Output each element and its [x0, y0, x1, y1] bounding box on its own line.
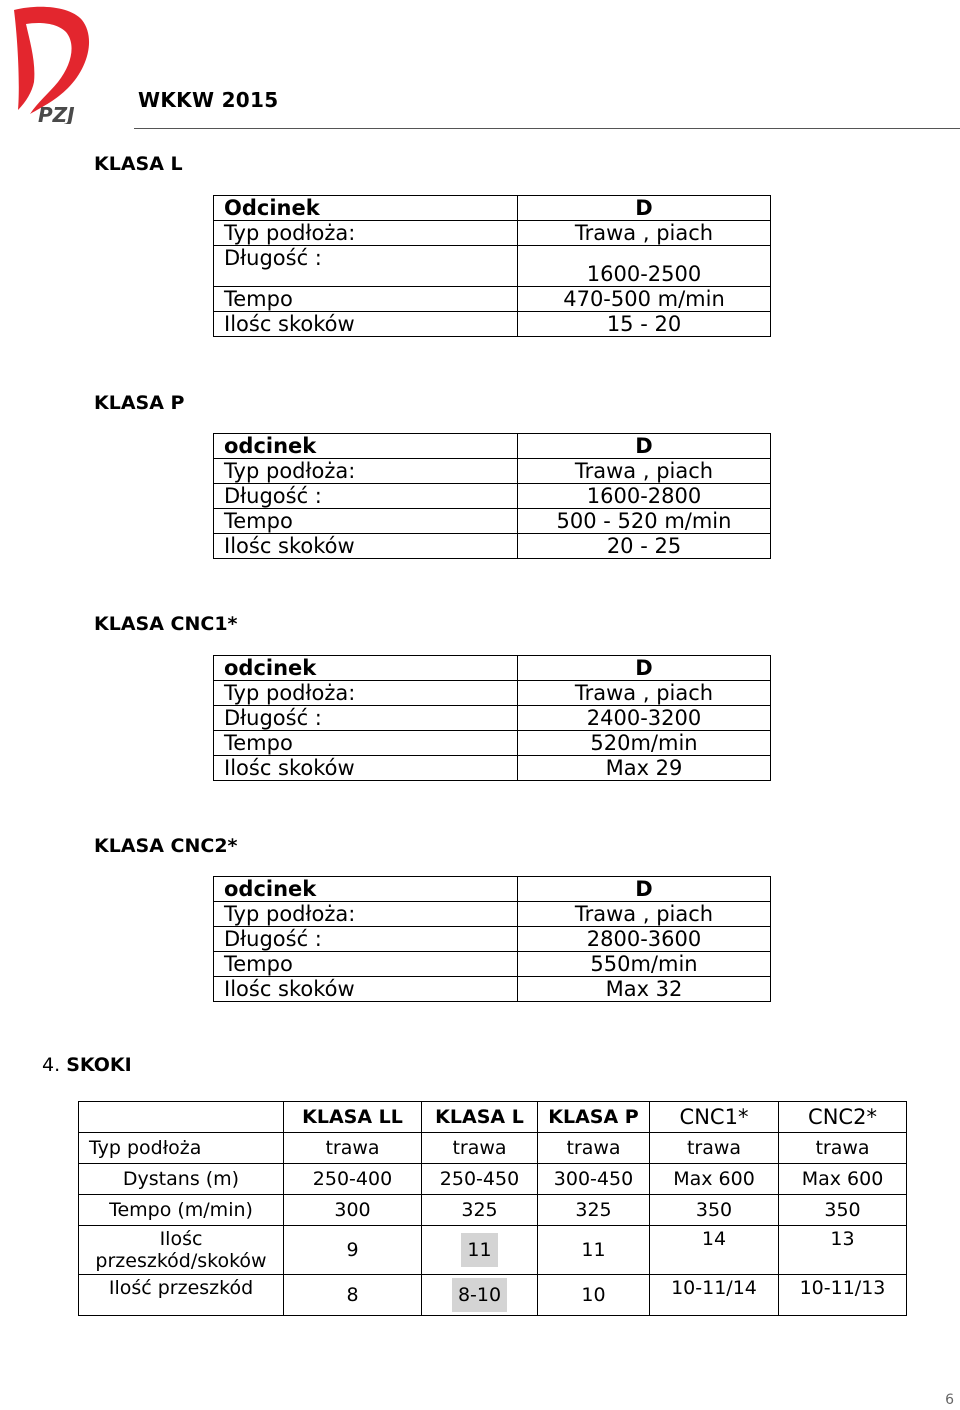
row-label: Ilośc skoków [214, 534, 518, 559]
table-cell: 10 [538, 1275, 650, 1316]
skoki-table [78, 1101, 907, 1316]
table-cell: 8 [284, 1275, 422, 1316]
row-label: Tempo [214, 509, 518, 534]
table-cell: trawa [538, 1133, 650, 1164]
row-label: odcinek [214, 434, 518, 459]
table-row [214, 656, 771, 681]
table-cell: trawa [422, 1133, 538, 1164]
table-row [214, 221, 771, 246]
column-header: KLASA P [538, 1102, 650, 1133]
section-title-klasa-cnc2: KLASA CNC2* [94, 835, 238, 857]
section-title-skoki [42, 1054, 132, 1076]
table-cell: 300 [284, 1195, 422, 1226]
table-row [79, 1195, 907, 1226]
table-cell: 14 [650, 1226, 779, 1275]
table-row [214, 246, 771, 287]
table-cell: 10-11/14 [650, 1275, 779, 1316]
row-label: Tempo (m/min) [79, 1195, 284, 1226]
document-title: WKKW 2015 [138, 88, 279, 112]
table-cell: Max 600 [779, 1164, 907, 1195]
pzj-logo [8, 2, 92, 124]
svg-text:PZJ: PZJ [38, 103, 75, 124]
table-row [214, 977, 771, 1002]
row-value: Max 32 [518, 977, 771, 1002]
table-header-row [79, 1102, 907, 1133]
table-cell: 9 [284, 1226, 422, 1275]
table-row [79, 1164, 907, 1195]
table-cell: 325 [422, 1195, 538, 1226]
row-value: 500 - 520 m/min [518, 509, 771, 534]
column-header: KLASA LL [284, 1102, 422, 1133]
section-title-klasa-cnc1: KLASA CNC1* [94, 613, 238, 635]
row-value: 1600-2500 [518, 246, 771, 287]
table-cell: 350 [650, 1195, 779, 1226]
table-row [214, 534, 771, 559]
row-label: Długość : [214, 484, 518, 509]
row-value: Trawa , piach [518, 459, 771, 484]
section-title-text: SKOKI [66, 1054, 132, 1076]
table-cell: 13 [779, 1226, 907, 1275]
klasa-p-table [213, 433, 771, 559]
row-value: Trawa , piach [518, 681, 771, 706]
table-row [79, 1275, 907, 1316]
row-value: 20 - 25 [518, 534, 771, 559]
row-value: 2400-3200 [518, 706, 771, 731]
row-value: 550m/min [518, 952, 771, 977]
row-label: Dystans (m) [79, 1164, 284, 1195]
column-header: CNC2* [779, 1102, 907, 1133]
klasa-cnc1-table [213, 655, 771, 781]
page-number: 6 [945, 1392, 954, 1408]
row-label: Tempo [214, 287, 518, 312]
row-value: D [518, 434, 771, 459]
table-cell: trawa [284, 1133, 422, 1164]
table-cell: Max 600 [650, 1164, 779, 1195]
table-row [214, 706, 771, 731]
row-label: Długość : [214, 706, 518, 731]
table-row [214, 877, 771, 902]
row-label: Typ podłoża: [214, 221, 518, 246]
table-cell: 250-450 [422, 1164, 538, 1195]
row-value: Max 29 [518, 756, 771, 781]
row-value: 2800-3600 [518, 927, 771, 952]
row-label: Długość : [214, 246, 518, 287]
row-label-line: przeszkód/skoków [95, 1250, 267, 1272]
row-label: odcinek [214, 656, 518, 681]
table-row [214, 902, 771, 927]
table-cell: trawa [650, 1133, 779, 1164]
row-label: Ilośc skoków [214, 977, 518, 1002]
table-row [214, 731, 771, 756]
row-value: D [518, 656, 771, 681]
row-label: Typ podłoża: [214, 902, 518, 927]
column-header: KLASA L [422, 1102, 538, 1133]
table-row [214, 509, 771, 534]
table-row [214, 952, 771, 977]
table-cell [422, 1275, 538, 1316]
row-value: 470-500 m/min [518, 287, 771, 312]
row-label [79, 1226, 284, 1275]
row-label: odcinek [214, 877, 518, 902]
table-cell: 300-450 [538, 1164, 650, 1195]
table-cell: 11 [538, 1226, 650, 1275]
table-row [214, 681, 771, 706]
row-label: Typ podłoża: [214, 681, 518, 706]
klasa-cnc2-table [213, 876, 771, 1002]
row-label: Typ podłoża: [214, 459, 518, 484]
table-cell: 350 [779, 1195, 907, 1226]
table-row [214, 434, 771, 459]
klasa-l-table [213, 195, 771, 337]
row-label: Ilośc skoków [214, 756, 518, 781]
row-label: Tempo [214, 952, 518, 977]
highlighted-value: 11 [461, 1233, 497, 1267]
row-label: Odcinek [214, 196, 518, 221]
row-value: Trawa , piach [518, 221, 771, 246]
row-value: 15 - 20 [518, 312, 771, 337]
row-value: 1600-2800 [518, 484, 771, 509]
row-label: Ilość przeszkód [79, 1275, 284, 1316]
table-row [79, 1133, 907, 1164]
section-title-klasa-l: KLASA L [94, 153, 183, 175]
table-row [214, 927, 771, 952]
row-value: 520m/min [518, 731, 771, 756]
table-row [214, 459, 771, 484]
highlighted-value: 8-10 [452, 1278, 507, 1312]
table-row [214, 484, 771, 509]
section-title-klasa-p: KLASA P [94, 392, 185, 414]
row-label: Ilośc skoków [214, 312, 518, 337]
row-label: Długość : [214, 927, 518, 952]
header-empty-cell [79, 1102, 284, 1133]
table-row [214, 287, 771, 312]
table-cell: trawa [779, 1133, 907, 1164]
table-row [214, 756, 771, 781]
row-value: D [518, 196, 771, 221]
table-cell: 250-400 [284, 1164, 422, 1195]
column-header: CNC1* [650, 1102, 779, 1133]
table-cell [422, 1226, 538, 1275]
row-label-line: Ilośc [159, 1228, 203, 1250]
row-label: Typ podłoża [79, 1133, 284, 1164]
section-number: 4. [42, 1054, 61, 1076]
table-row [79, 1226, 907, 1275]
table-row [214, 196, 771, 221]
header-divider [134, 128, 960, 129]
row-value: D [518, 877, 771, 902]
row-value: Trawa , piach [518, 902, 771, 927]
table-cell: 325 [538, 1195, 650, 1226]
table-row [214, 312, 771, 337]
table-cell: 10-11/13 [779, 1275, 907, 1316]
row-label: Tempo [214, 731, 518, 756]
